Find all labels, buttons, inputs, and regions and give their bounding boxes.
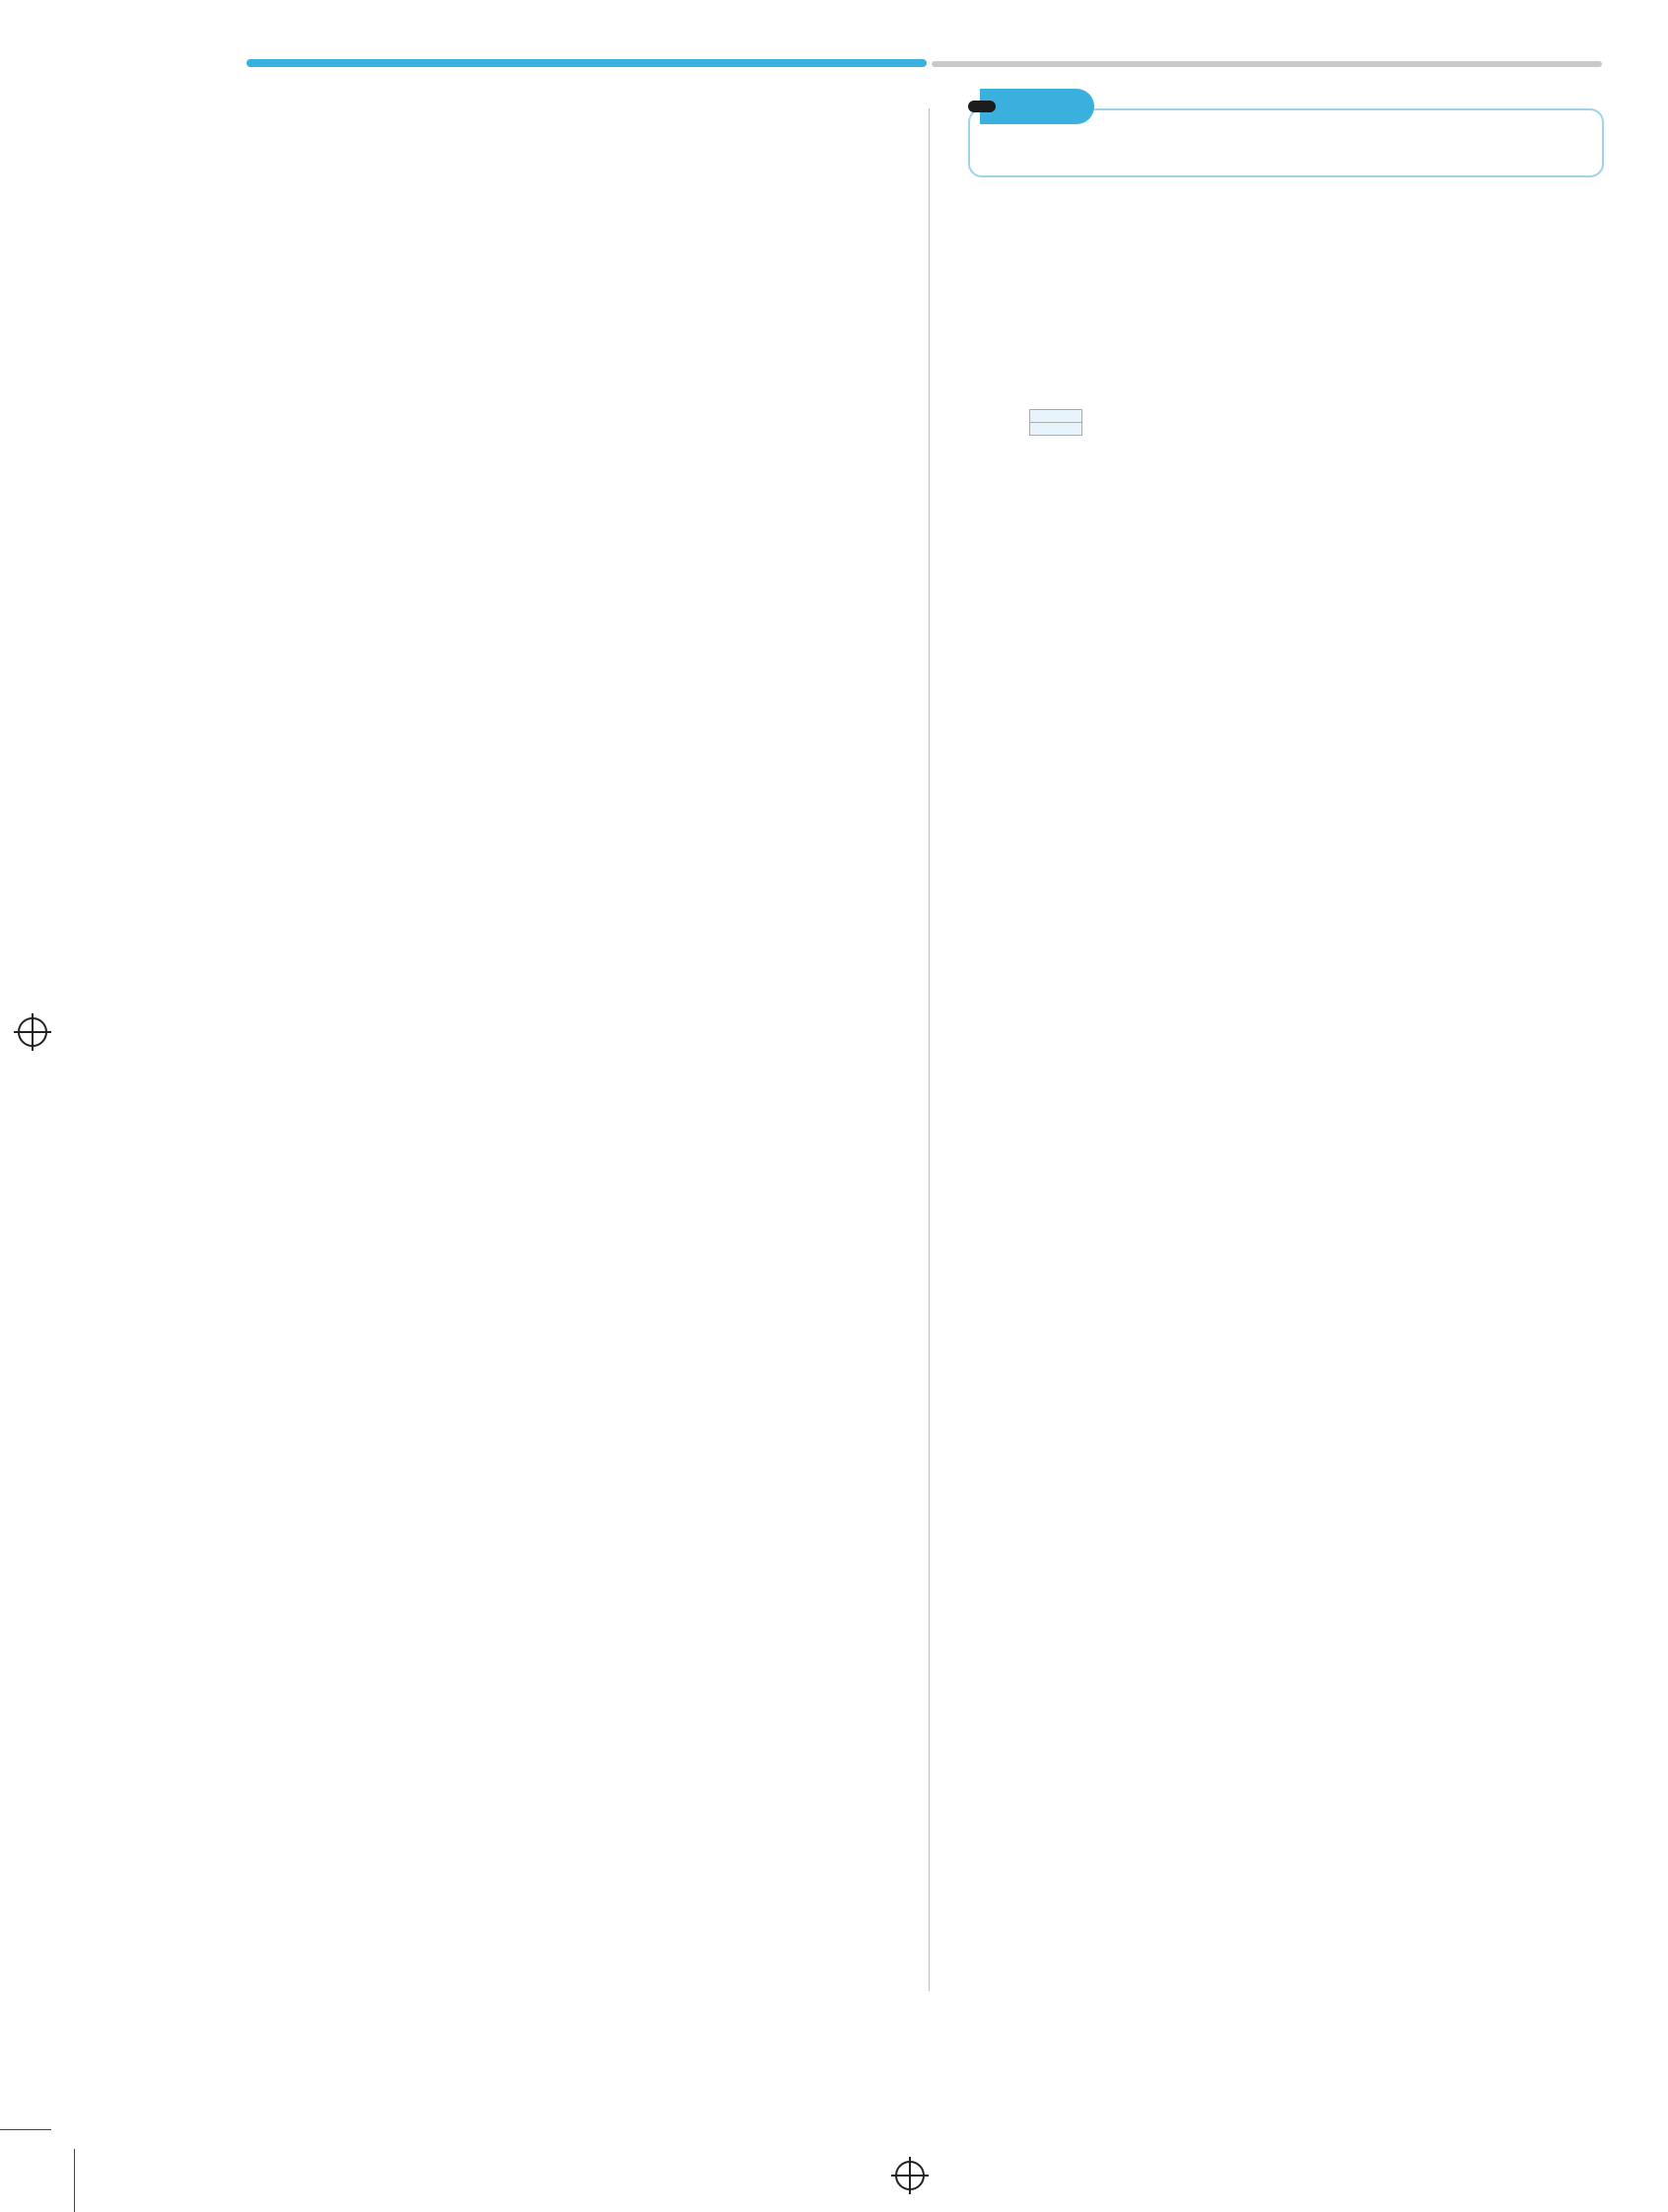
- problem-26: [246, 108, 892, 147]
- solution-4: [968, 357, 1604, 436]
- answer-key-box: [968, 108, 1604, 177]
- problem-27: [246, 210, 892, 248]
- table-header-x: [1030, 410, 1082, 423]
- crop-mark: [0, 2129, 51, 2130]
- top-accent-bar: [246, 59, 927, 67]
- registration-mark-icon: [895, 2161, 925, 2190]
- problem-30: [246, 515, 892, 553]
- problem-32: [246, 718, 892, 795]
- answer-key-header: [968, 85, 1094, 128]
- section-title: [980, 89, 1094, 124]
- problem-31: [246, 616, 892, 655]
- left-column: [246, 108, 892, 858]
- crop-mark: [74, 2149, 75, 2212]
- problem-28: [246, 311, 892, 350]
- value-table: [1029, 409, 1082, 436]
- table-header-y: [1030, 423, 1082, 436]
- solution-3: [968, 289, 1604, 327]
- page-range-badge: [968, 101, 996, 112]
- right-column: [968, 108, 1604, 451]
- solution-2: [968, 221, 1604, 259]
- column-divider: [929, 108, 930, 1991]
- top-gray-bar: [932, 61, 1602, 67]
- problem-29: [246, 413, 892, 451]
- page-footer: [1405, 2023, 1419, 2050]
- registration-mark-icon: [18, 1017, 47, 1047]
